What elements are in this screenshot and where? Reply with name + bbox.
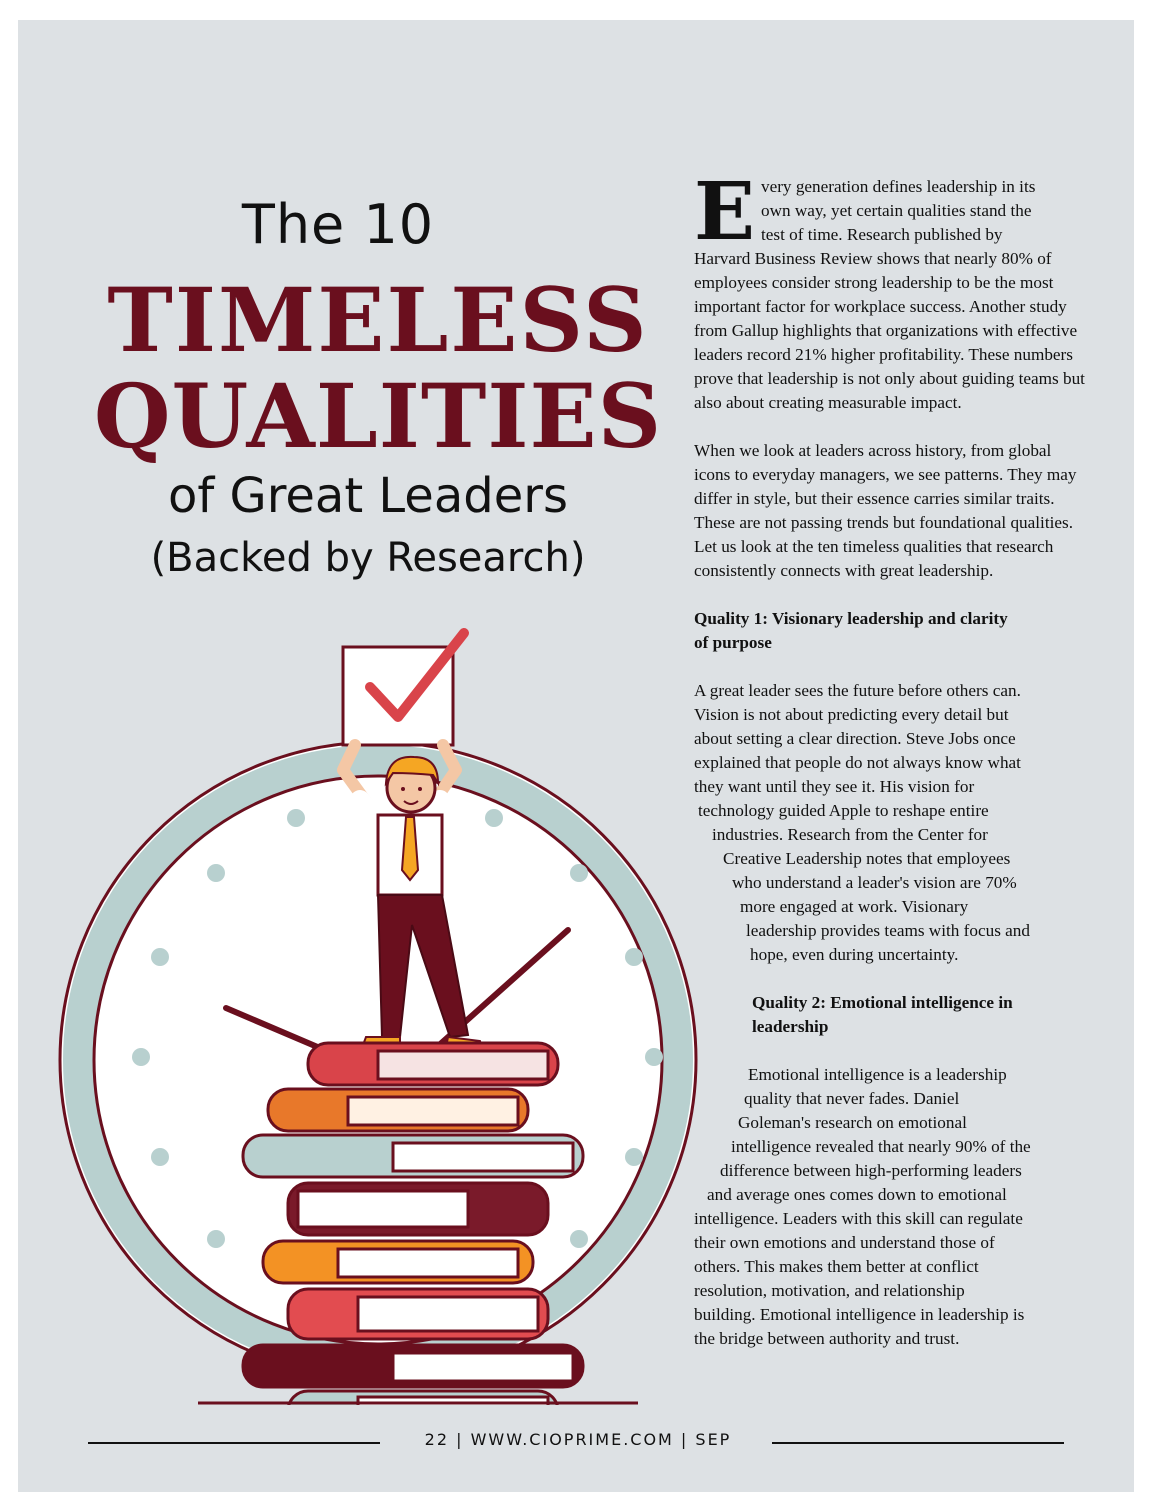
text-line: leadership provides teams with focus and (746, 921, 1030, 940)
checkmark-sign-icon (343, 633, 464, 745)
intro-line: very generation defines leadership in its (760, 177, 1036, 196)
text-line: quality that never fades. Daniel (744, 1089, 960, 1108)
text-line: industries. Research from the Center for (712, 825, 988, 844)
footer-text: 22 | WWW.CIOPRIME.COM | SEP (424, 1430, 732, 1449)
title-line-4: of Great Leaders (167, 468, 568, 524)
leader-on-books-illustration (48, 605, 708, 1405)
text-line: who understand a leader's vision are 70% (732, 873, 1017, 892)
heading-line: Quality 1: Visionary leadership and clarity (694, 609, 1008, 628)
text-line: intelligence. Leaders with this skill can regulate (694, 1209, 1023, 1228)
heading-line: leadership (752, 1017, 829, 1036)
page-footer (88, 1425, 1068, 1455)
text-line: explained that people do not always know what (694, 753, 1021, 772)
text-line: others. This makes them better at conflict (694, 1257, 979, 1276)
text-line: and average ones comes down to emotional (707, 1185, 1007, 1204)
text-line: building. Emotional intelligence in leadership is (694, 1305, 1025, 1324)
quality-1-paragraph (694, 679, 1089, 967)
title-line-2: TIMELESS (107, 268, 649, 372)
quality-2-heading (694, 991, 1089, 1039)
footer-rule-right (772, 1442, 1064, 1444)
quality-2-paragraph (694, 1063, 1089, 1351)
magazine-page (18, 20, 1134, 1492)
title-line-3: QUALITIES (93, 364, 663, 468)
drop-cap: E (694, 164, 755, 258)
text-line: hope, even during uncertainty. (750, 945, 959, 964)
text-line: Goleman's research on emotional (738, 1113, 967, 1132)
text-line: they want until they see it. His vision for (694, 777, 975, 796)
article-body (694, 164, 1089, 1351)
text-line: their own emotions and understand those of (694, 1233, 995, 1252)
text-line: resolution, motivation, and relationship (694, 1281, 965, 1300)
text-line: Creative Leadership notes that employees (723, 849, 1011, 868)
intro-rest: Harvard Business Review shows that nearly 80% of employees consider strong leadership to be the most important factor for workplace success. Another study from Gallup highlights that organizations with effective leaders record 21% higher profitability. These numbers prove that leadership is not only about guiding teams but also about creating measurable impact. (694, 249, 1085, 412)
intro-line: own way, yet certain qualities stand the (760, 201, 1032, 220)
text-line: Emotional intelligence is a leadership (748, 1065, 1007, 1084)
quality-1-heading (694, 607, 1089, 655)
text-line: difference between high-performing leaders (720, 1161, 1022, 1180)
intro-paragraph (694, 164, 1089, 415)
text-line: the bridge between authority and trust. (694, 1329, 960, 1348)
text-line: intelligence revealed that nearly 90% of the (731, 1137, 1031, 1156)
paragraph-2: When we look at leaders across history, from global icons to everyday managers, we see patterns. They may differ in style, but their essence carries similar traits. These are not passing trends but foundational qualities. Let us look at the ten timeless qualities that research consistently connects with great leadership. (694, 441, 1077, 580)
text-line: more engaged at work. Visionary (740, 897, 969, 916)
text-line: Vision is not about predicting every detail but (694, 705, 1009, 724)
text-line: technology guided Apple to reshape entire (698, 801, 989, 820)
text-line: A great leader sees the future before others can. (694, 681, 1021, 700)
text-line: about setting a clear direction. Steve Jobs once (694, 729, 1016, 748)
heading-line: of purpose (694, 633, 772, 652)
intro-line: test of time. Research published by (760, 225, 1003, 244)
title-line-1: The 10 (241, 193, 435, 256)
title-line-5: (Backed by Research) (150, 535, 586, 581)
heading-line: Quality 2: Emotional intelligence in (752, 993, 1013, 1012)
